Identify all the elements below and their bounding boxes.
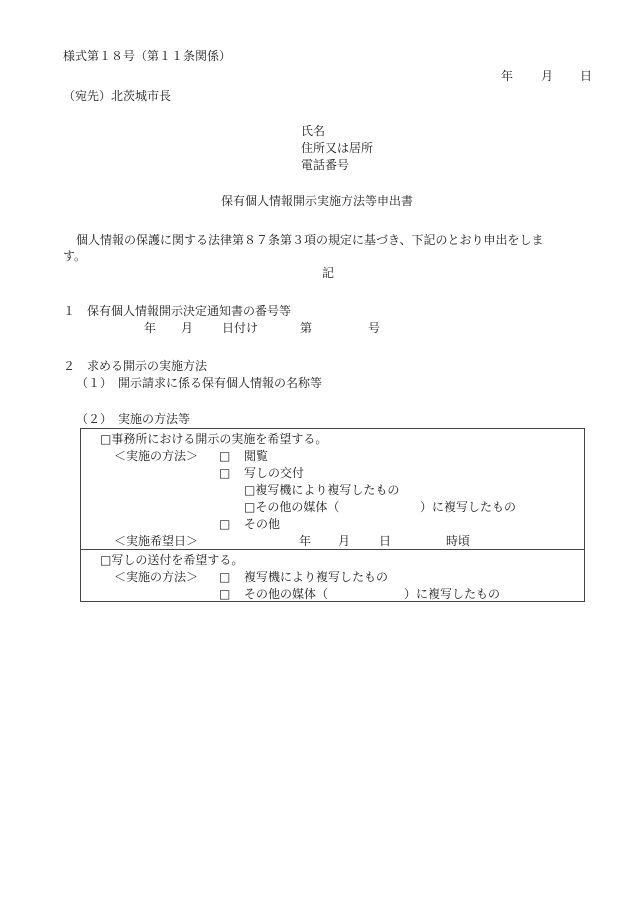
form-number: 様式第１８号（第１１条関係） — [63, 49, 232, 63]
section1-month-label: 月 — [181, 321, 194, 335]
ki-heading: 記 — [322, 266, 335, 280]
mail-option-checkbox[interactable]: □写しの送付を希望する。 — [100, 553, 244, 567]
form-title: 保有個人情報開示実施方法等申出書 — [221, 194, 414, 208]
kofu-label: 写しの交付 — [244, 466, 305, 480]
desired-year-label: 年 — [299, 534, 312, 548]
body-text-line2: す。 — [63, 249, 87, 263]
kofu-checkbox[interactable]: □ — [219, 466, 231, 480]
section2-sub2: （２） 実施の方法等 — [76, 412, 191, 426]
desired-day-label: 日 — [379, 534, 392, 548]
mail-copier-label: 複写機により複写したもの — [244, 570, 389, 584]
desired-time-label: 時頃 — [446, 534, 471, 548]
applicant-name-label: 氏名 — [301, 124, 326, 138]
office-method-label: ＜実施の方法＞ — [114, 449, 199, 463]
section2-heading: ２ 求める開示の実施方法 — [63, 359, 208, 373]
section1-heading: １ 保有個人情報開示決定通知書の番号等 — [63, 304, 292, 318]
section1-gou-label: 号 — [368, 321, 381, 335]
desired-month-label: 月 — [338, 534, 351, 548]
kofu-media-checkbox[interactable]: □その他の媒体（ — [244, 500, 340, 514]
applicant-address-label: 住所又は居所 — [301, 141, 374, 155]
method-table-divider — [80, 549, 585, 550]
kofu-copier-checkbox[interactable]: □複写機により複写したもの — [244, 483, 400, 497]
other-label: その他 — [244, 517, 281, 531]
section1-date-suffix: 日付け — [222, 321, 259, 335]
body-text-line1: 個人情報の保護に関する法律第８７条第３項の規定に基づき、下記のとおり申出をしま — [76, 233, 544, 247]
desired-date-label: ＜実施希望日＞ — [114, 534, 199, 548]
addressee: （宛先）北茨城市長 — [63, 89, 172, 103]
date-day-label: 日 — [580, 69, 593, 83]
mail-method-label: ＜実施の方法＞ — [114, 570, 199, 584]
mail-media-checkbox[interactable]: □ — [219, 587, 231, 601]
date-month-label: 月 — [541, 69, 554, 83]
office-option-checkbox[interactable]: □事務所における開示の実施を希望する。 — [100, 432, 328, 446]
mail-media-suffix: ）に複写したもの — [404, 587, 501, 601]
other-checkbox[interactable]: □ — [219, 517, 231, 531]
section1-dai-label: 第 — [300, 321, 313, 335]
mail-media-label: その他の媒体（ — [244, 587, 329, 601]
mail-copier-checkbox[interactable]: □ — [219, 570, 231, 584]
kofu-media-suffix: ）に複写したもの — [420, 500, 517, 514]
section1-year-label: 年 — [144, 321, 157, 335]
date-year-label: 年 — [501, 69, 514, 83]
section2-sub1: （１） 開示請求に係る保有個人情報の名称等 — [76, 376, 323, 390]
etsuran-label: 閲覧 — [244, 449, 269, 463]
etsuran-checkbox[interactable]: □ — [219, 449, 231, 463]
applicant-phone-label: 電話番号 — [301, 158, 350, 172]
